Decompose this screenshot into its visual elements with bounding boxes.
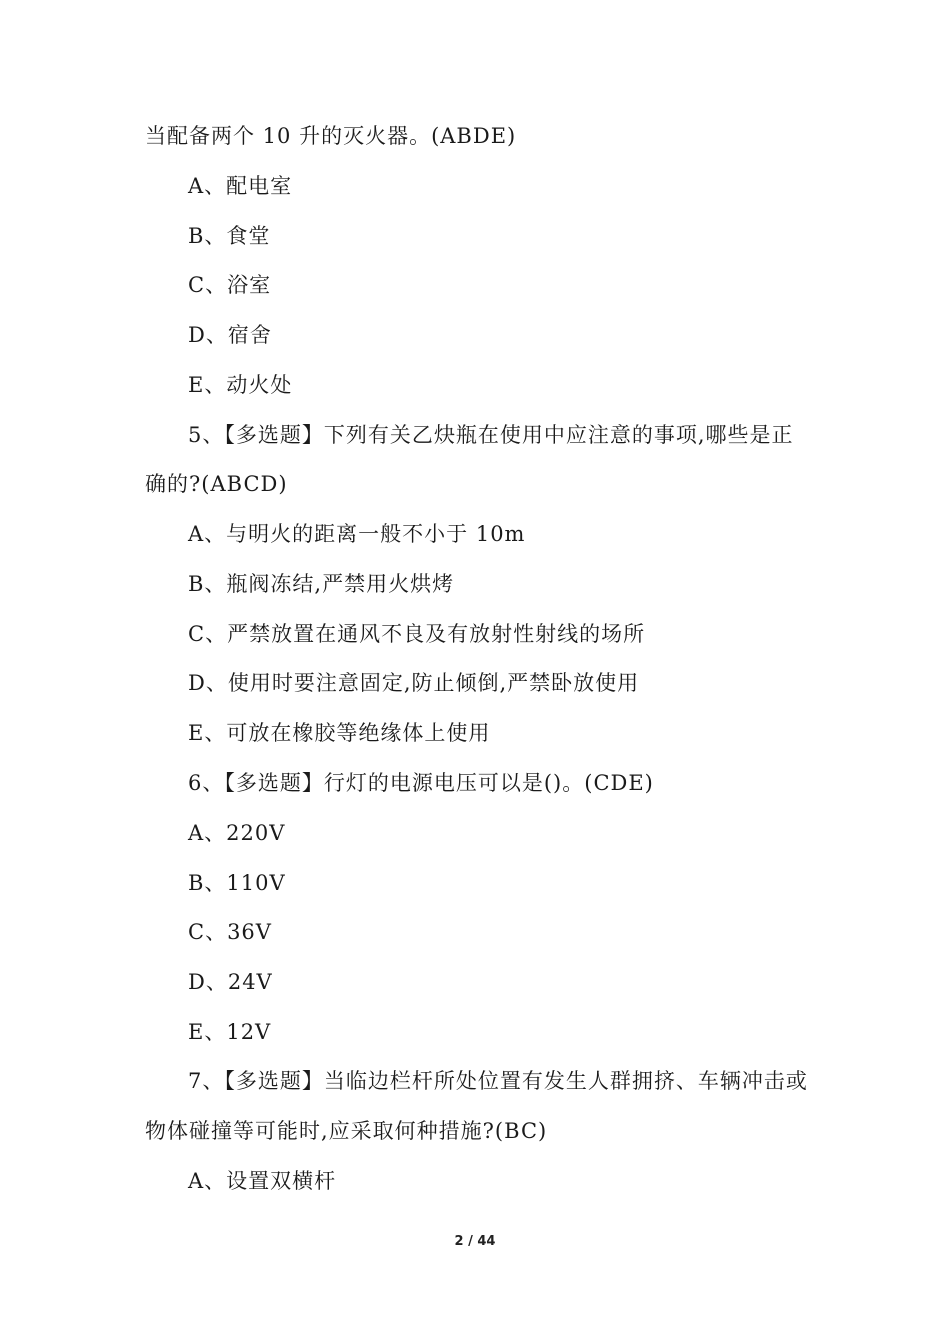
option-line: C、严禁放置在通风不良及有放射性射线的场所 — [188, 622, 646, 646]
question-line: 7、【多选题】当临边栏杆所处位置有发生人群拥挤、车辆冲击或 — [188, 1069, 808, 1093]
text-line: 当配备两个 10 升的灭火器。(ABDE) — [145, 124, 517, 148]
option-line: B、食堂 — [188, 224, 271, 248]
option-line: D、使用时要注意固定,防止倾倒,严禁卧放使用 — [188, 671, 640, 695]
option-line: A、配电室 — [188, 174, 293, 198]
option-line: C、36V — [188, 920, 272, 944]
option-line: E、动火处 — [188, 373, 293, 397]
option-line: B、110V — [188, 871, 286, 895]
question-line: 5、【多选题】下列有关乙炔瓶在使用中应注意的事项,哪些是正 — [188, 423, 794, 447]
question-line: 确的?(ABCD) — [145, 472, 288, 496]
option-line: E、可放在橡胶等绝缘体上使用 — [188, 721, 491, 745]
question-line: 物体碰撞等可能时,应采取何种措施?(BC) — [145, 1119, 548, 1143]
option-line: B、瓶阀冻结,严禁用火烘烤 — [188, 572, 455, 596]
option-line: A、与明火的距离一般不小于 10m — [188, 522, 526, 546]
option-line: D、24V — [188, 970, 273, 994]
question-line: 6、【多选题】行灯的电源电压可以是()。(CDE) — [188, 771, 654, 795]
option-line: A、220V — [188, 821, 286, 845]
option-line: D、宿舍 — [188, 323, 272, 347]
page-number: 2 / 44 — [454, 1234, 496, 1249]
option-line: E、12V — [188, 1020, 272, 1044]
option-line: A、设置双横杆 — [188, 1169, 337, 1193]
option-line: C、浴室 — [188, 273, 272, 297]
